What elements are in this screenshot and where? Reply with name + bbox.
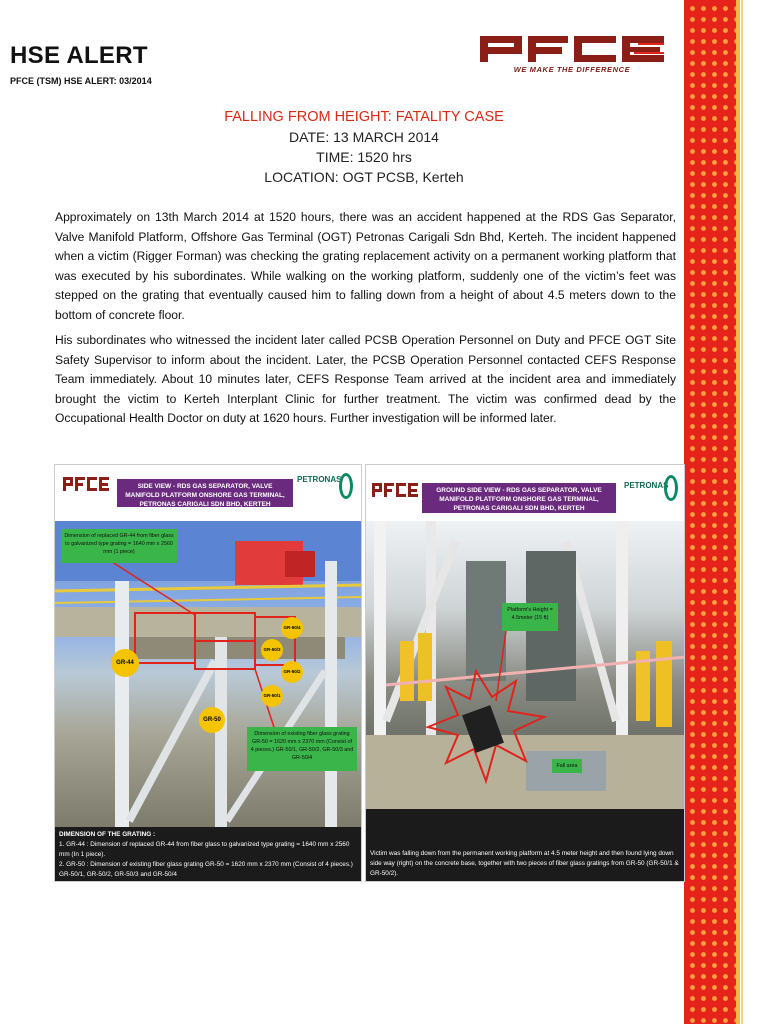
response-description-paragraph: His subordinates who witnessed the incident later called PCSB Operation Personnel on Duty and PFCE OGT Site Safety Supervisor to inform about the incident. Later, the PCSB Operation Personnel contacted CEFS Response Team immediately. About 10 minutes later, CEFS Response Team arrived at the incident area and immediately brought the victim to Kerteh Interplant Clinic for further treatment. The victim was confirmed dead by the Occupational Health Doctor on duty at 1620 hours. Further investigation will be informed later. (55, 333, 676, 426)
grating-tag: GR-50/1 (261, 685, 283, 707)
pfce-mini-logo (61, 473, 111, 499)
stripe-yellow-line-thin (741, 0, 743, 1024)
ground-scene-drawing (366, 521, 685, 809)
ground-view-photo-panel (365, 464, 685, 882)
petronas-label: PETRONAS (297, 475, 342, 484)
grating-tag: GR-44 (111, 649, 139, 677)
caption-text: Victim was falling down from the permanent working platform at 4.5 meter height and then found lying down side way (right) on the concrete base, together with two pieces of fiber glass gratings from GR-50 (GR-50/1 & GR-50/2). (370, 850, 679, 877)
side-view-photo-panel (54, 464, 362, 882)
fall-area-note: Fall area (552, 759, 582, 773)
panel-banner: GROUND SIDE VIEW - RDS GAS SEPARATOR, VALVE MANIFOLD PLATFORM ONSHORE GAS TERMINAL, PETRONAS CARIGALI SDN BHD, KERTEH (422, 483, 616, 513)
panel-header (366, 465, 684, 521)
platform-side-photo (55, 521, 361, 827)
petronas-logo-icon (339, 473, 353, 499)
stripe-yellow-line (736, 0, 740, 1024)
grating-tag: GR-50/2 (281, 661, 303, 683)
petronas-logo-icon (664, 475, 678, 501)
platform-structure-drawing (55, 521, 362, 827)
petronas-label: PETRONAS (624, 481, 669, 490)
grating-dimension-caption (55, 827, 361, 882)
grating-tag: GR-50/4 (281, 617, 303, 639)
alert-reference: PFCE (TSM) HSE ALERT: 03/2014 (10, 76, 152, 86)
incident-location: LOCATION: OGT PCSB, Kerteh (264, 169, 464, 185)
page-title: HSE ALERT (10, 42, 148, 69)
incident-date: DATE: 13 MARCH 2014 (289, 129, 439, 145)
ground-level-photo (366, 521, 684, 809)
pfce-mini-logo (370, 479, 420, 505)
replaced-grating-note: Dimension of replaced GR-44 from fiber glass to galvanized type grating = 1640 mm x 2560 mm (1 piece) (61, 529, 177, 563)
logo-tagline: WE MAKE THE DIFFERENCE (513, 65, 631, 74)
panel-banner: SIDE VIEW - RDS GAS SEPARATOR, VALVE MANIFOLD PLATFORM ONSHORE GAS TERMINAL, PETRONAS CARIGALI SDN BHD, KERTEH (117, 479, 293, 507)
platform-height-note: Platform's Height = 4.5meter (15 ft) (502, 603, 558, 631)
incident-time: TIME: 1520 hrs (316, 149, 412, 165)
caption-title: DIMENSION OF THE GRATING : (59, 831, 156, 838)
incident-headline: FALLING FROM HEIGHT: FATALITY CASE (224, 109, 504, 125)
panel-header (55, 465, 361, 521)
victim-fall-caption (366, 809, 684, 882)
incident-description-paragraph: Approximately on 13th March 2014 at 1520 hours, there was an accident happened at the RDS Gas Separator, Valve Manifold Platform, Offshore Gas Terminal (OGT) Petronas Carigali Sdn Bhd, Kerteh. The incident happened when a victim (Rigger Forman) was checking the grating replacement activity on a permanent working platform that was executed by his subordinates. While walking on the working platform, suddenly one of the victim’s feet was stepped on the grating that eventually caused him to falling down from a height of about 4.5 meters down to the bottom of concrete floor. (55, 210, 676, 322)
grating-tag: GR-50 (199, 707, 225, 733)
existing-grating-note: Dimension of existing fiber glass grating GR-50 = 1620 mm x 2370 mm (Consist of 4 pieces.) GR-50/1, GR-50/2, GR-50/3 and GR-50/4 (247, 727, 357, 771)
grating-tag: GR-50/3 (261, 639, 283, 661)
caption-line: 2. GR-50 : Dimension of existing fiber glass grating GR-50 = 1620 mm x 2370 mm (Consist of 4 pieces.) GR-50/1, GR-50/2, GR-50/3 and GR-50/4 (59, 861, 353, 878)
caption-line: 1. GR-44 : Dimension of replaced GR-44 from fiber glass to galvanized type grating = 1640 mm x 2560 mm (In 1 piece). (59, 841, 350, 858)
